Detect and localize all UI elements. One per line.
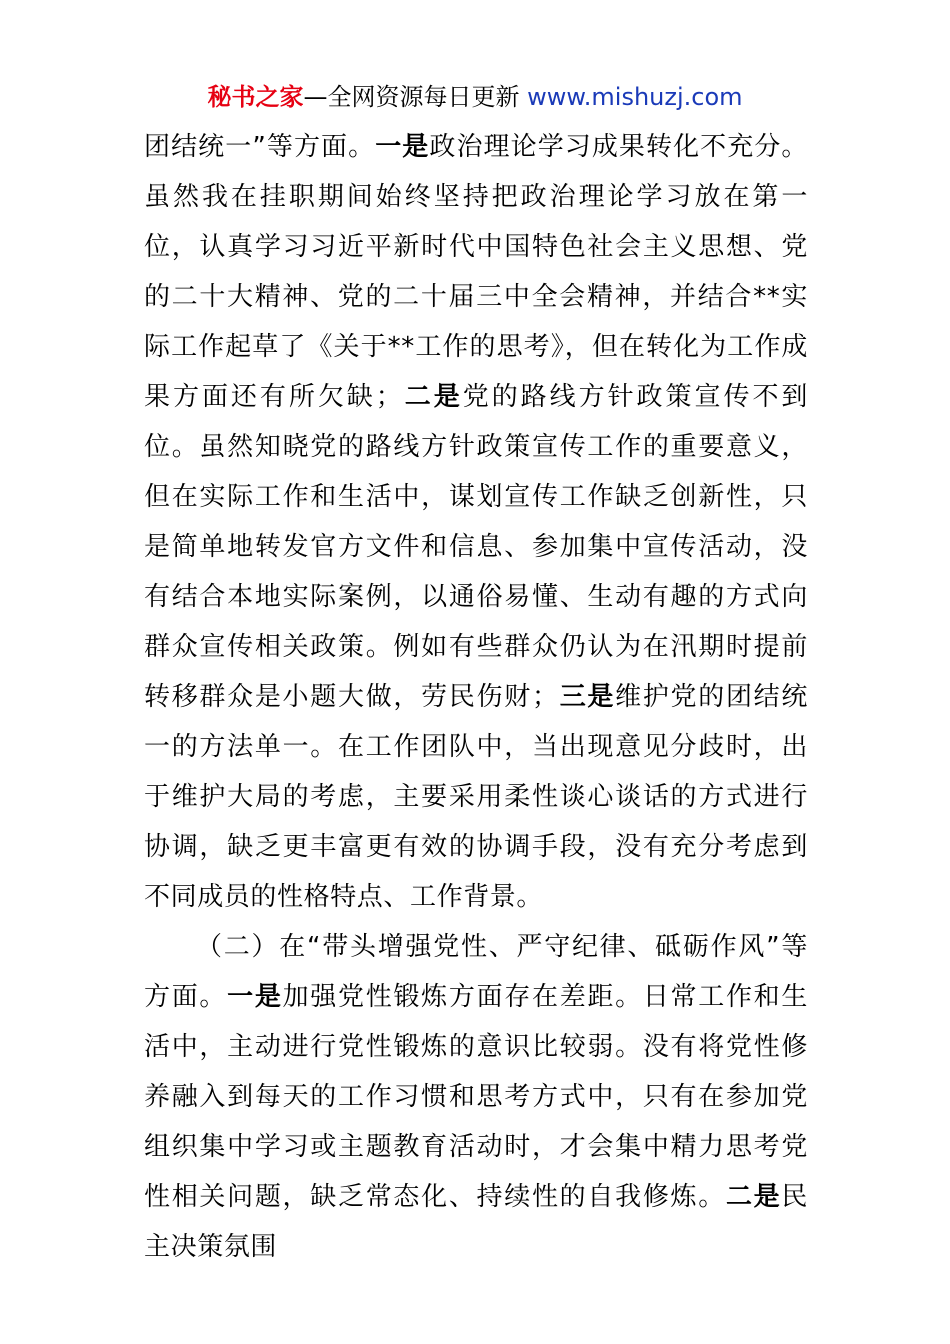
paragraph-1: [144, 122, 808, 922]
paragraph-1-text: 维护党的团结统一的方法单一。在工作团队中，当出现意见分歧时，出于维护大局的考虑，主要采用柔性谈心谈话的方式进行协调，缺乏更丰富更有效的协调手段，没有充分考虑到不同成员的性格特点、工作背景。: [144, 682, 808, 912]
point-marker-1: 一是: [227, 982, 283, 1012]
point-marker-3: 三是: [558, 682, 616, 712]
document-body: [144, 122, 808, 1272]
paragraph-1-text: 政治理论学习成果转化不充分。虽然我在挂职期间始终坚持把政治理论学习放在第一位，认真学习习近平新时代中国特色社会主义思想、党的二十大精神、党的二十届三中全会精神，并结合**实际工作起草了《关于**工作的思考》，但在转化为工作成果方面还有所欠缺；: [144, 132, 809, 412]
paragraph-2-text: 加强党性锻炼方面存在差距。日常工作和生活中，主动进行党性锻炼的意识比较弱。没有将党性修养融入到每天的工作习惯和思考方式中，只有在参加党组织集中学习或主题教育活动时，才会集中精力思考党性相关问题，缺乏常态化、持续性的自我修炼。: [144, 982, 808, 1212]
paragraph-2-text: 民主决策氛围: [144, 1182, 809, 1262]
point-marker-2: 二是: [402, 382, 463, 412]
point-marker-1: 一是: [375, 132, 430, 162]
paragraph-2: [144, 922, 808, 1272]
paragraph-1-text: 团结统一”等方面。: [144, 132, 376, 162]
page-header: [0, 80, 950, 114]
header-tagline: —全网资源每日更新: [303, 83, 520, 111]
point-marker-2: 二是: [725, 1182, 782, 1212]
header-brand: 秘书之家: [207, 83, 304, 111]
header-url[interactable]: www.mishuzj.com: [527, 83, 743, 111]
paragraph-1-text: 党的路线方针政策宣传不到位。虽然知晓党的路线方针政策宣传工作的重要意义，但在实际工作和生活中，谋划宣传工作缺乏创新性，只是简单地转发官方文件和信息、参加集中宣传活动，没有结合本地实际案例，以通俗易懂、生动有趣的方式向群众宣传相关政策。例如有些群众仍认为在汛期时提前转移群众是小题大做，劳民伤财；: [144, 382, 809, 712]
section-heading-2: （二）在“带头增强党性、严守纪律、砥砺作风”等方面。: [144, 932, 808, 1012]
